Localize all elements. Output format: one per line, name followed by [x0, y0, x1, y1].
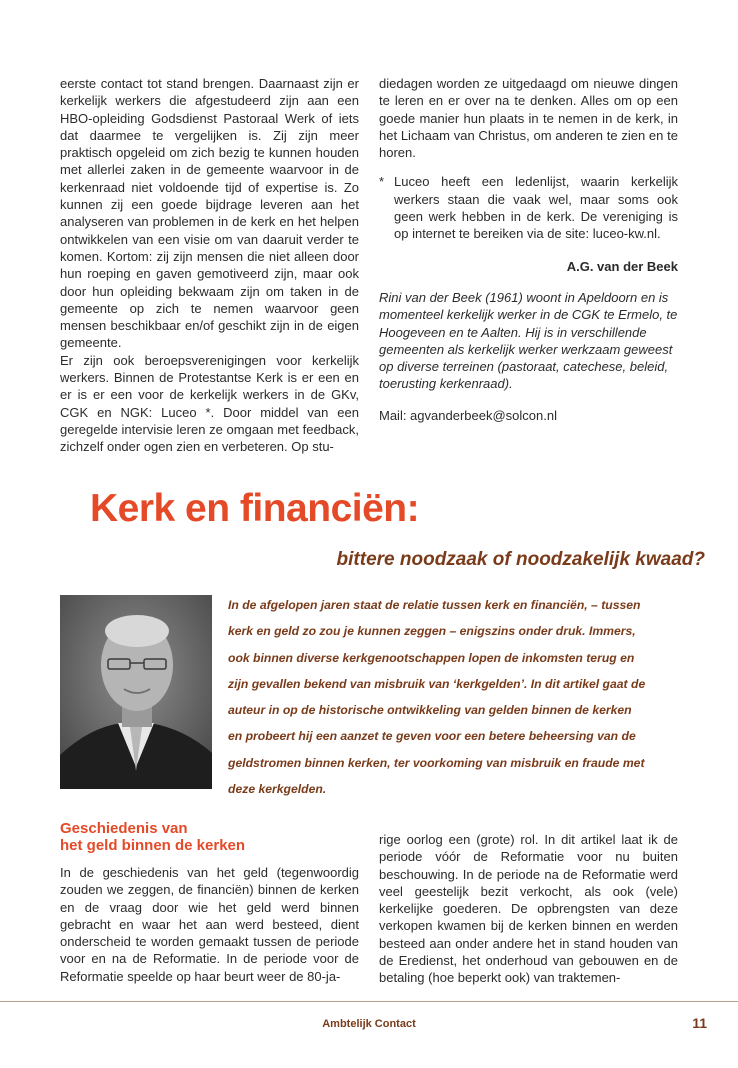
body-paragraph: rige oorlog een (grote) rol. In dit artikel laat ik de periode vóór de Reformatie voor nu buiten beschouwing. In de periode na de Reformatie werd veel geestelijk bezit verkocht, als ook (vele) kerkelijke goederen. De opbrengsten van deze verkopen kwamen bij de kerken binnen en werden besteed aan onder andere het in stand houden van de Eredienst, het onderhoud van gebouwen en de betaling (hoe beperkt ook) van traktemen- — [379, 832, 678, 986]
bottom-left-column — [60, 820, 359, 985]
top-left-column — [60, 75, 359, 456]
bottom-right-column — [379, 831, 678, 987]
section-heading-line-2: het geld binnen de kerken — [60, 837, 246, 854]
body-paragraph: eerste contact tot stand brengen. Daarnaast zijn er kerkelijk werkers die afgestudeerd zijn aan een HBO-opleiding Godsdienst Pastoraal Werk of iets dat daarmee te vergelijken is. Zij zijn meer praktisch opgeleid om zich bezig te kunnen houden met allerlei zaken in de gemeente waarvoor in de kerkenraad niet voldoende tijd of expertise is. Zo kunnen zij een goede bijdrage leveren aan het analyseren van problemen in de kerk en het helpen ontwikkelen van een visie om van daaruit verder te komen. Kortom: zij zijn mensen die niet alleen door hun roeping en gaven gemotiveerd zijn, maar ook door hun opleiding bekwaam zijn om taken in de gemeente op zich te nemen waarvoor geen mensen beschikbaar en/of geschikt zijn in de eigen gemeente. — [60, 76, 359, 351]
footer-publication-title: Ambtelijk Contact — [322, 1018, 416, 1030]
footnote-text: Luceo heeft een ledenlijst, waarin kerkelijk werkers staan die vaak wel, maar soms ook geen werk hebben in de kerk. De vereniging is op internet te bereiken via de site: luceo-kw.nl. — [394, 174, 678, 242]
author-photo — [60, 595, 212, 789]
body-paragraph: In de geschiedenis van het geld (tegenwoordig zouden we zeggen, de financiën) binnen de kerken en de vraag door wie het geld werd binnen gebracht en waar het aan werd besteed, dient onderscheid te worden gemaakt tussen de periode voor en na de Reformatie. In de periode voor de Reformatie speelde op haar beurt weer de 80-ja- — [60, 865, 359, 984]
footnote-marker: * — [379, 174, 385, 190]
body-paragraph: Er zijn ook beroepsverenigingen voor kerkelijk werkers. Binnen de Protestantse Kerk is er een en er is er een voor de kerkelijk werkers in de GKv, CGK en NGK: Luceo *. Door middel van een geregelde intervisie leren ze omgaan met feedback, zichzelf onder ogen zien en verbeteren. Op stu- — [60, 352, 359, 455]
author-bio: Rini van der Beek (1961) woont in Apeldoorn en is momenteel kerkelijk werker in de CGK te Ermelo, te Hoogeveen en te Aalten. Hij is in verschillende gemeenten als kerkelijk werker werkzaam geweest op diverse terreinen (pastoraat, catechese, beleid, toerusting kerkenraad). — [379, 289, 678, 392]
article-subtitle: bittere noodzaak of noodzakelijk kwaad? — [336, 549, 705, 570]
author-signature: A.G. van der Beek — [566, 258, 678, 274]
article-title: Kerk en financiën: — [90, 487, 420, 530]
footer-divider — [0, 1001, 738, 1002]
footnote — [379, 173, 678, 242]
page-number: 11 — [692, 1015, 707, 1031]
author-email: Mail: agvanderbeek@solcon.nl — [379, 407, 557, 423]
body-paragraph: diedagen worden ze uitgedaagd om nieuwe dingen te leren en er over na te denken. Alles om op een goede manier hun plaats in te nemen in de kerk, in het Lichaam van Christus, om anderen te zien en te horen. — [379, 76, 678, 161]
section-heading-line-1: Geschiedenis van — [60, 820, 188, 837]
section-heading — [60, 820, 359, 854]
top-right-column — [379, 75, 678, 424]
article-intro: In de afgelopen jaren staat de relatie tussen kerk en financiën, – tussen kerk en geld zo zou je kunnen zeggen – enigszins onder druk. Immers, ook binnen diverse kerkgenootschappen lopen de inkomsten terug en zijn gevallen bekend van misbruik van ‘kerkgelden’. In dit artikel gaat de auteur in op de historische ontwikkeling van gelden binnen de kerken en probeert hij een aanzet te geven voor een betere beheersing van de geldstromen binnen kerken, ter voorkoming van misbruik en fraude met deze kerkgelden. — [228, 598, 646, 797]
